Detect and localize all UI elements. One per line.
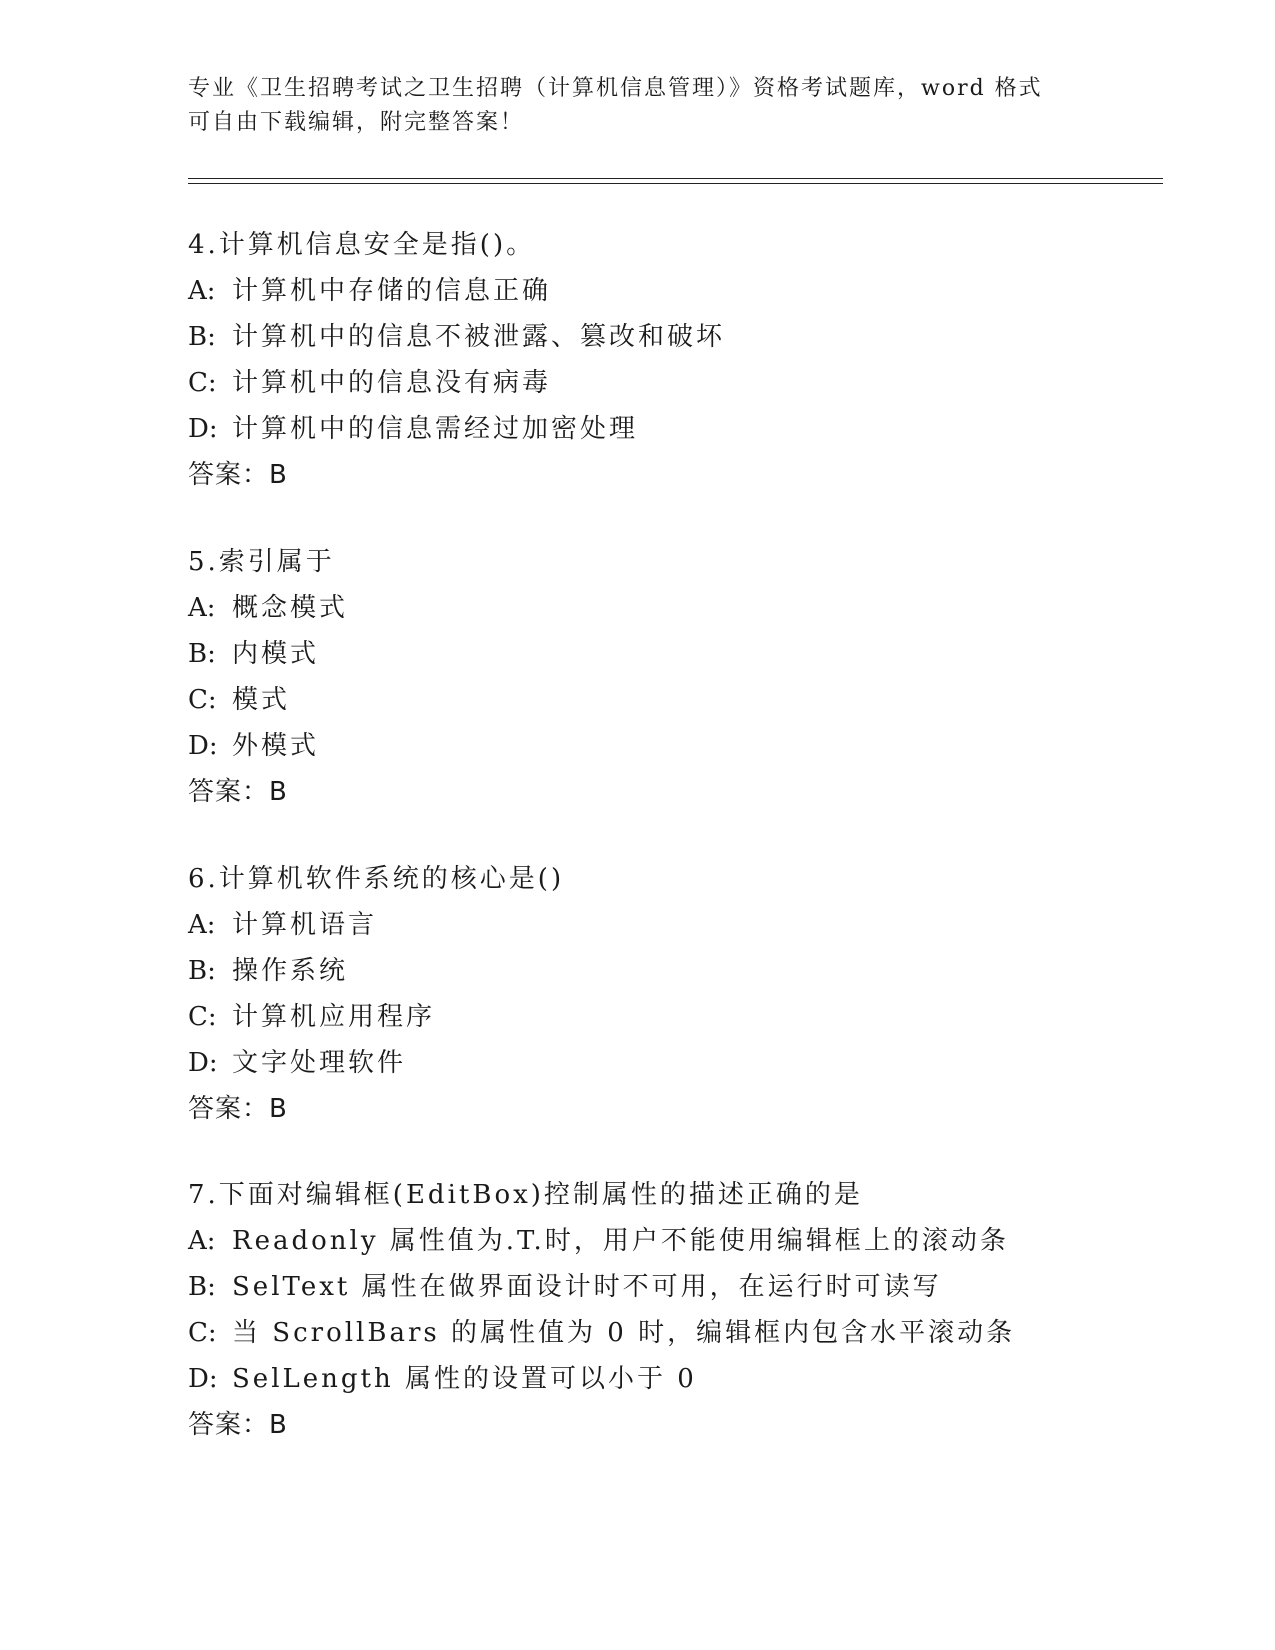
option-text: 计算机语言 [232, 910, 378, 940]
option-a [188, 268, 1188, 314]
option-text: 计算机中的信息不被泄露、篡改和破坏 [232, 322, 726, 352]
option-key: C: [188, 1002, 217, 1032]
option-c [188, 677, 1188, 723]
answer-line: 答案：B [188, 1094, 288, 1124]
option-b [188, 948, 1188, 994]
question-stem: 6.计算机软件系统的核心是() [188, 864, 565, 894]
option-text: 操作系统 [232, 956, 349, 986]
option-key: A: [188, 276, 216, 306]
option-key: B: [188, 956, 216, 986]
question-stem: 7.下面对编辑框(EditBox)控制属性的描述正确的是 [188, 1180, 863, 1210]
option-b [188, 1264, 1188, 1310]
option-a [188, 585, 1188, 631]
option-key: C: [188, 685, 217, 715]
option-b [188, 314, 1188, 360]
header-divider-bottom [188, 183, 1163, 184]
option-text: 外模式 [232, 731, 320, 761]
header-divider-top [188, 178, 1163, 179]
option-text: 内模式 [232, 639, 320, 669]
option-key: A: [188, 593, 216, 623]
option-text: SelLength 属性的设置可以小于 0 [232, 1364, 697, 1394]
option-key: B: [188, 1272, 216, 1302]
option-c [188, 1310, 1188, 1356]
option-key: A: [188, 1226, 216, 1256]
option-text: 计算机应用程序 [232, 1002, 436, 1032]
question-6 [188, 856, 1188, 1132]
option-key: A: [188, 910, 216, 940]
question-5 [188, 539, 1188, 815]
question-stem: 4.计算机信息安全是指()。 [188, 230, 536, 260]
option-text: 概念模式 [232, 593, 349, 623]
header-line-2: 可自由下载编辑，附完整答案！ [188, 110, 525, 135]
answer-line: 答案：B [188, 460, 288, 490]
answer-line: 答案：B [188, 777, 288, 807]
option-key: D: [188, 1048, 218, 1078]
option-text: 模式 [232, 685, 291, 715]
option-text: 计算机中的信息没有病毒 [232, 368, 552, 398]
option-text: Readonly 属性值为.T.时，用户不能使用编辑框上的滚动条 [232, 1226, 1009, 1256]
option-key: B: [188, 639, 216, 669]
option-text: 文字处理软件 [232, 1048, 407, 1078]
question-7 [188, 1172, 1188, 1448]
document-header [188, 72, 1088, 140]
option-c [188, 994, 1188, 1040]
option-text: 计算机中存储的信息正确 [232, 276, 552, 306]
option-d [188, 1040, 1188, 1086]
question-4 [188, 222, 1188, 498]
question-stem: 5.索引属于 [188, 547, 335, 577]
header-line-1: 专业《卫生招聘考试之卫生招聘（计算机信息管理）》资格考试题库，word 格式 [188, 76, 1043, 101]
option-text: 当 ScrollBars 的属性值为 0 时，编辑框内包含水平滚动条 [232, 1318, 1016, 1348]
option-key: D: [188, 731, 218, 761]
answer-line: 答案：B [188, 1410, 288, 1440]
option-text: SelText 属性在做界面设计时不可用，在运行时可读写 [232, 1272, 942, 1302]
option-key: D: [188, 1364, 218, 1394]
option-c [188, 360, 1188, 406]
option-b [188, 631, 1188, 677]
option-d [188, 1356, 1188, 1402]
option-key: C: [188, 368, 217, 398]
option-a [188, 902, 1188, 948]
option-key: C: [188, 1318, 217, 1348]
option-d [188, 723, 1188, 769]
option-key: D: [188, 414, 218, 444]
option-key: B: [188, 322, 216, 352]
option-text: 计算机中的信息需经过加密处理 [232, 414, 639, 444]
option-d [188, 406, 1188, 452]
option-a [188, 1218, 1188, 1264]
